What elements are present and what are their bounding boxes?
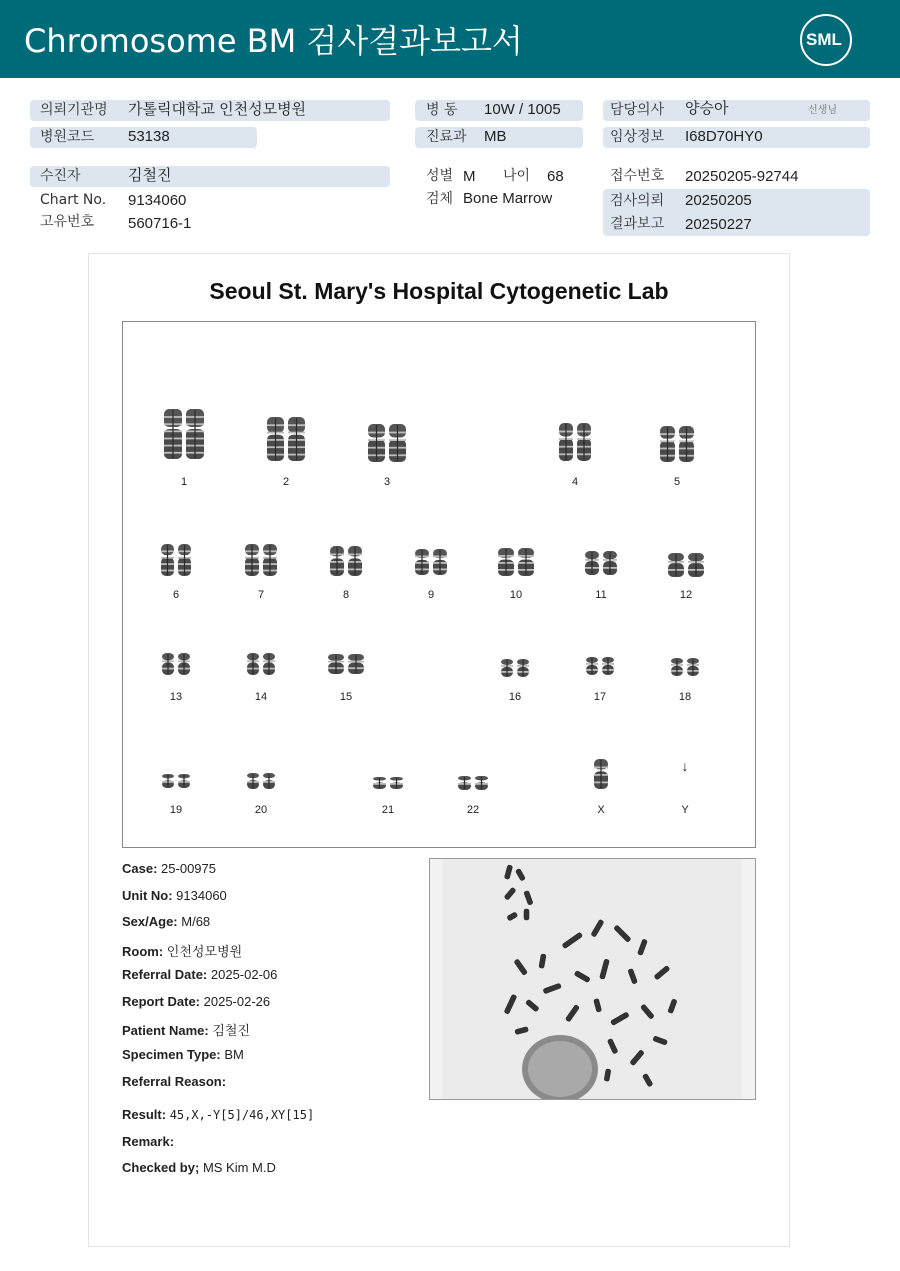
chromosome-label-7: 7 bbox=[257, 589, 265, 601]
missing-y-arrow-icon: ↓ bbox=[681, 758, 689, 774]
age-value: 68 bbox=[547, 168, 564, 185]
chromosome-3 bbox=[368, 424, 406, 462]
report-title: Chromosome BM 검사결과보고서 bbox=[24, 22, 523, 60]
clinical-label: 임상정보 bbox=[610, 129, 665, 145]
referral-reason-field: Referral Reason: bbox=[122, 1074, 227, 1089]
institution-value: 가톨릭대학교 인천성모병원 bbox=[128, 101, 307, 118]
chromosome-label-20: 20 bbox=[254, 804, 268, 816]
chromosome-4 bbox=[559, 423, 591, 461]
unique-label: 고유번호 bbox=[40, 214, 95, 230]
chromosome-21 bbox=[373, 777, 403, 789]
lab-title: Seoul St. Mary's Hospital Cytogenetic Lab bbox=[209, 278, 669, 304]
chromosome-label-16: 16 bbox=[508, 691, 522, 703]
chromosome-label-21: 21 bbox=[381, 804, 395, 816]
chromosome-5 bbox=[660, 426, 694, 462]
clinical-value: I68D70HY0 bbox=[685, 128, 763, 145]
result-date-value: 20250227 bbox=[685, 216, 752, 233]
report-date-field: Report Date: 2025-02-26 bbox=[122, 994, 271, 1009]
chart-label: Chart No. bbox=[40, 192, 107, 208]
chromosome-label-14: 14 bbox=[254, 691, 268, 703]
remark-field: Remark: bbox=[122, 1134, 175, 1149]
checked-field: Checked by; MS Kim M.D bbox=[122, 1160, 276, 1175]
room-field: Room: 인천성모병원 bbox=[122, 944, 243, 959]
chromosome-label-x: X bbox=[597, 804, 605, 816]
chromosome-label-22: 22 bbox=[466, 804, 480, 816]
hospital-code-label: 병원코드 bbox=[40, 129, 95, 145]
chromosome-11 bbox=[585, 551, 617, 575]
chart-value: 9134060 bbox=[128, 192, 187, 209]
chromosome-10 bbox=[498, 548, 534, 576]
chromosome-14 bbox=[247, 653, 275, 675]
chromosome-20 bbox=[247, 773, 275, 789]
unique-value: 560716-1 bbox=[128, 215, 192, 232]
chromosome-7 bbox=[245, 544, 277, 576]
doctor-suffix: 선생님 bbox=[808, 105, 837, 116]
metaphase-image bbox=[429, 858, 756, 1100]
chromosome-label-10: 10 bbox=[509, 589, 523, 601]
receipt-label: 접수번호 bbox=[610, 168, 665, 184]
chromosome-15 bbox=[328, 654, 364, 674]
result-field: Result: 45,X,-Y[5]/46,XY[15] bbox=[122, 1107, 315, 1122]
request-value: 20250205 bbox=[685, 192, 752, 209]
chromosome-2 bbox=[267, 417, 305, 461]
result-date-label: 결과보고 bbox=[610, 216, 665, 232]
chromosome-17 bbox=[586, 657, 614, 675]
age-label: 나이 bbox=[503, 168, 531, 184]
request-label: 검사의뢰 bbox=[610, 193, 665, 209]
specimen-type-field: Specimen Type: BM bbox=[122, 1047, 244, 1062]
chromosome-8 bbox=[330, 546, 362, 576]
dept-value: MB bbox=[484, 128, 507, 145]
chromosome-label-12: 12 bbox=[679, 589, 693, 601]
chromosome-label-1: 1 bbox=[180, 476, 188, 488]
unit-field: Unit No: 9134060 bbox=[122, 888, 227, 903]
case-field: Case: 25-00975 bbox=[122, 861, 216, 876]
chromosome-label-6: 6 bbox=[172, 589, 180, 601]
chromosome-16 bbox=[501, 659, 529, 677]
chromosome-18 bbox=[671, 658, 699, 676]
doctor-value: 양승아 bbox=[685, 100, 729, 117]
sex-label: 성별 bbox=[426, 168, 454, 184]
receipt-value: 20250205-92744 bbox=[685, 168, 799, 185]
chromosome-label-15: 15 bbox=[339, 691, 353, 703]
chromosome-label-4: 4 bbox=[571, 476, 579, 488]
ward-label: 병 동 bbox=[426, 102, 458, 118]
chromosome-label-5: 5 bbox=[673, 476, 681, 488]
chromosome-13 bbox=[162, 653, 190, 675]
specimen-value: Bone Marrow bbox=[463, 190, 553, 207]
chromosome-label-2: 2 bbox=[282, 476, 290, 488]
chromosome-label-19: 19 bbox=[169, 804, 183, 816]
chromosome-label-11: 11 bbox=[595, 589, 607, 601]
doctor-label: 담당의사 bbox=[610, 102, 665, 118]
chromosome-label-3: 3 bbox=[383, 476, 391, 488]
patient-name-value: 김철진 bbox=[128, 167, 172, 184]
specimen-label: 검체 bbox=[426, 191, 454, 207]
ward-value: 10W / 1005 bbox=[484, 101, 561, 118]
karyogram bbox=[122, 321, 756, 848]
referral-date-field: Referral Date: 2025-02-06 bbox=[122, 967, 278, 982]
chromosome-9 bbox=[415, 549, 447, 575]
cytogenetic-report bbox=[88, 253, 790, 1247]
chromosome-12 bbox=[668, 553, 704, 577]
patient-name-field: Patient Name: 김철진 bbox=[122, 1023, 251, 1038]
chromosome-22 bbox=[458, 776, 488, 790]
chromosome-label-9: 9 bbox=[427, 589, 435, 601]
institution-label: 의뢰기관명 bbox=[40, 102, 108, 118]
chromosome-label-y: Y bbox=[681, 804, 689, 816]
chromosome-1 bbox=[164, 409, 204, 459]
chromosome-label-13: 13 bbox=[169, 691, 183, 703]
dept-label: 진료과 bbox=[426, 129, 467, 145]
chromosome-x bbox=[594, 759, 608, 789]
chromosome-19 bbox=[162, 774, 190, 788]
chromosome-label-18: 18 bbox=[678, 691, 692, 703]
hospital-code-value: 53138 bbox=[128, 128, 170, 145]
header-bar bbox=[0, 0, 900, 78]
chromosome-label-8: 8 bbox=[342, 589, 350, 601]
sml-logo: SML bbox=[800, 14, 852, 66]
sex-age-field: Sex/Age: M/68 bbox=[122, 914, 211, 929]
metaphase-picture bbox=[430, 859, 755, 1099]
patient-label: 수진자 bbox=[40, 168, 81, 184]
chromosome-label-17: 17 bbox=[593, 691, 607, 703]
chromosome-6 bbox=[161, 544, 191, 576]
sex-value: M bbox=[463, 168, 476, 185]
patient-bar bbox=[30, 166, 390, 187]
